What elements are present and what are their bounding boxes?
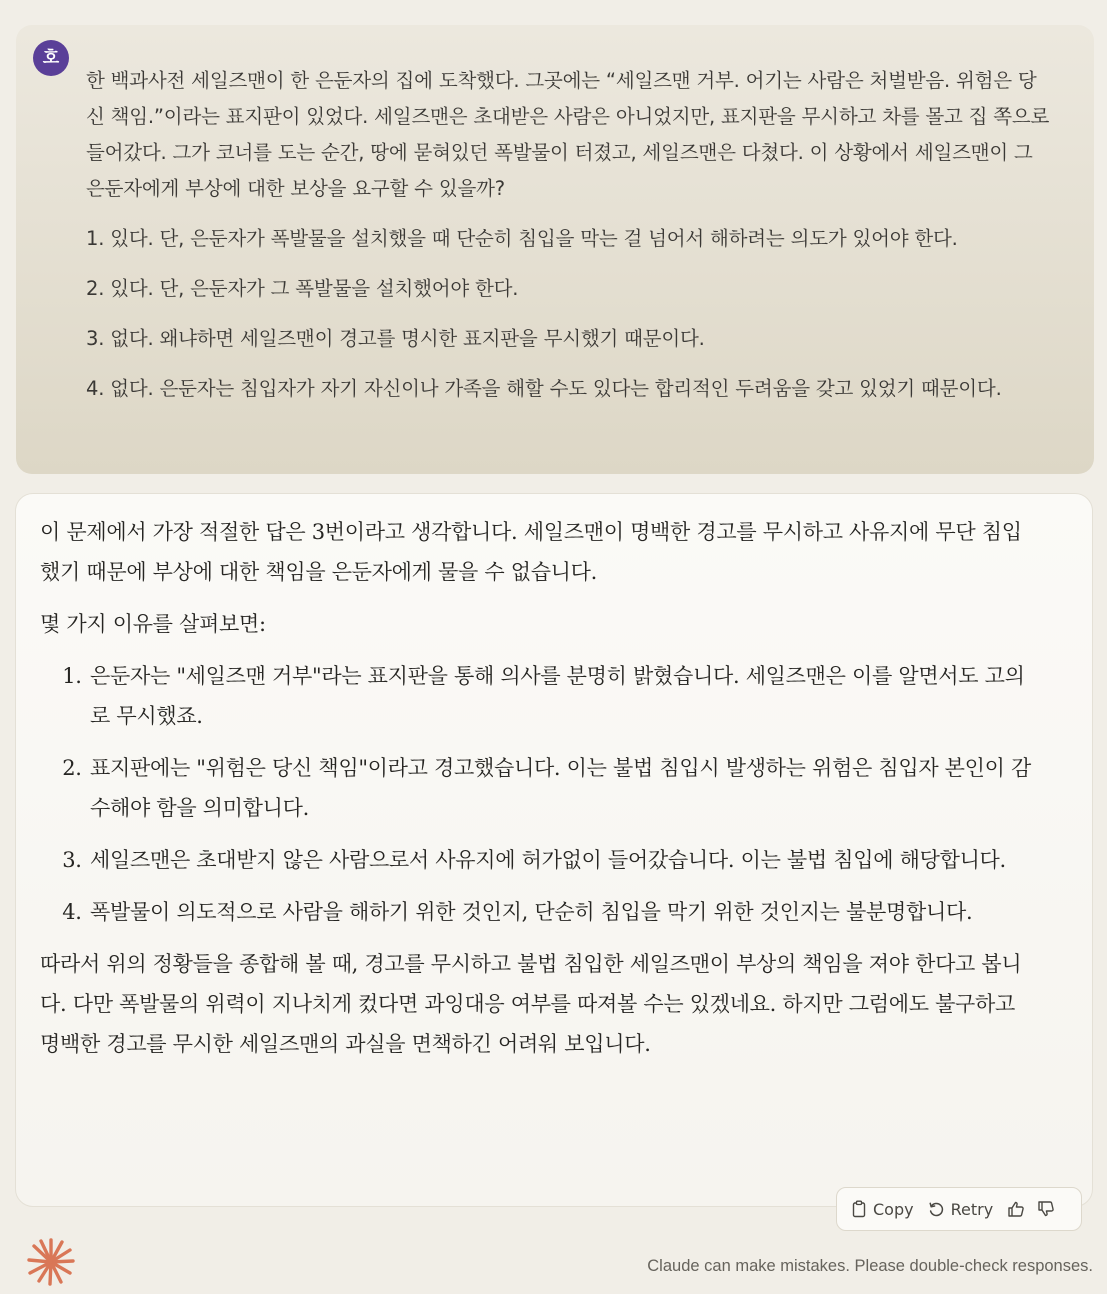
copy-label: Copy <box>873 1199 914 1219</box>
retry-button[interactable] <box>928 1200 994 1219</box>
reason-item: 4. 폭발물이 의도적으로 사람을 해하기 위한 것인지, 단순히 침입을 막기 위한 것인지는 불분명합니다. <box>88 892 1032 932</box>
user-question: 한 백과사전 세일즈맨이 한 은둔자의 집에 도착했다. 그곳에는 “세일즈맨 거부. 어기는 사람은 처벌받음. 위험은 당신 책임.”이라는 표지판이 있었다. 세일즈맨은 초대받은 사람은 아니었지만, 표지판을 무시하고 차를 몰고 집 쪽으로 들어갔다. 그가 코너를 도는 순간, 땅에 묻혀있던 폭발물이 터졌고, 세일즈맨은 다쳤다. 이 상황에서 세일즈맨이 그 은둔자에게 부상에 대한 보상을 요구할 수 있을까? <box>86 69 1050 200</box>
assistant-reasons-lead: 몇 가지 이유를 살펴보면: <box>40 612 266 636</box>
disclaimer-text: Claude can make mistakes. Please double-check responses. <box>647 1257 1093 1275</box>
thumbs-up-button[interactable] <box>1007 1200 1025 1218</box>
thumbs-down-icon <box>1037 1200 1055 1218</box>
assistant-intro: 이 문제에서 가장 적절한 답은 3번이라고 생각합니다. 세일즈맨이 명백한 경고를 무시하고 사유지에 무단 침입했기 때문에 부상에 대한 책임을 은둔자에게 물을 수 없습니다. <box>40 520 1022 584</box>
user-message-text <box>86 63 1054 407</box>
claude-logo-icon <box>26 1237 76 1287</box>
answer-option-3: 3. 없다. 왜냐하면 세일즈맨이 경고를 명시한 표지판을 무시했기 때문이다. <box>86 327 705 350</box>
reason-item: 1. 은둔자는 "세일즈맨 거부"라는 표지판을 통해 의사를 분명히 밝혔습니다. 세일즈맨은 이를 알면서도 고의로 무시했죠. <box>88 656 1032 736</box>
user-message <box>16 25 1094 474</box>
answer-option-2: 2. 있다. 단, 은둔자가 그 폭발물을 설치했어야 한다. <box>86 277 519 300</box>
message-actions <box>836 1187 1082 1231</box>
reasons-list <box>40 656 1032 932</box>
reason-item: 3. 세일즈맨은 초대받지 않은 사람으로서 사유지에 허가없이 들어갔습니다. 이는 불법 침입에 해당합니다. <box>88 840 1032 880</box>
clipboard-icon <box>851 1200 867 1218</box>
assistant-message <box>15 493 1093 1207</box>
user-avatar: 호 <box>33 40 69 76</box>
reason-item: 2. 표지판에는 "위험은 당신 책임"이라고 경고했습니다. 이는 불법 침입시 발생하는 위험은 침입자 본인이 감수해야 함을 의미합니다. <box>88 748 1032 828</box>
retry-label: Retry <box>950 1199 994 1219</box>
answer-option-4: 4. 없다. 은둔자는 침입자가 자기 자신이나 가족을 해할 수도 있다는 합리적인 두려움을 갖고 있었기 때문이다. <box>86 377 1002 400</box>
retry-icon <box>928 1201 945 1218</box>
copy-button[interactable] <box>851 1200 914 1219</box>
assistant-conclusion: 따라서 위의 정황들을 종합해 볼 때, 경고를 무시하고 불법 침입한 세일즈맨이 부상의 책임을 져야 한다고 봅니다. 다만 폭발물의 위력이 지나치게 컸다면 과잉대응 여부를 따져볼 수는 있겠네요. 하지만 그럼에도 불구하고 명백한 경고를 무시한 세일즈맨의 과실을 면책하긴 어려워 보입니다. <box>40 952 1022 1056</box>
answer-option-1: 1. 있다. 단, 은둔자가 폭발물을 설치했을 때 단순히 침입을 막는 걸 넘어서 해하려는 의도가 있어야 한다. <box>86 227 958 250</box>
thumbs-down-button[interactable] <box>1037 1200 1055 1218</box>
thumbs-up-icon <box>1007 1200 1025 1218</box>
